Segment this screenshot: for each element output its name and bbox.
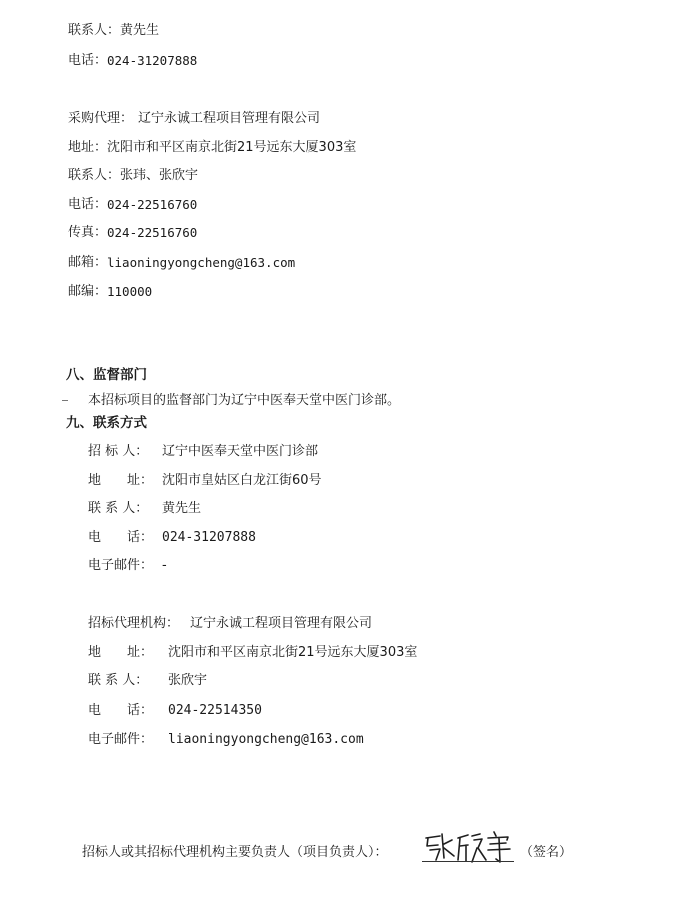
scan-mark: [62, 400, 68, 401]
top-phone-value: 024-31207888: [107, 53, 198, 68]
agent-address-value: 沈阳市和平区南京北街21号远东大厦303室: [168, 645, 418, 660]
agency-label: 采购代理：: [68, 111, 134, 126]
top-phone-label: 电话：: [68, 53, 108, 68]
agency-address: 地址：沈阳市和平区南京北街21号远东大厦303室: [68, 140, 357, 155]
agency-postcode-label: 邮编：: [68, 284, 108, 299]
tenderer-phone-value: 024-31207888: [162, 530, 256, 545]
agent-org-label: 招标代理机构：: [88, 616, 180, 631]
agency-email-label: 邮箱：: [68, 255, 108, 270]
agent-contact-label: 联 系 人：: [88, 673, 149, 688]
agent-org-value: 辽宁永诚工程项目管理有限公司: [190, 616, 373, 631]
tenderer-name-label: 招 标 人：: [88, 444, 149, 459]
agency-name: 辽宁永诚工程项目管理有限公司: [138, 111, 321, 126]
agency-phone-label: 电话：: [68, 197, 108, 212]
top-contact-person: 联系人：黄先生: [68, 23, 160, 38]
tenderer-contact-value: 黄先生: [162, 501, 202, 516]
agent-contact-value: 张欣宇: [168, 673, 208, 688]
tenderer-name-value: 辽宁中医奉天堂中医门诊部: [162, 444, 319, 459]
tenderer-phone-label: 电 话：: [88, 530, 154, 545]
section8-heading: 八、监督部门: [66, 367, 147, 383]
agency-contacts: 联系人：张玮、张欣宇: [68, 168, 199, 183]
tenderer-contact-label: 联 系 人：: [88, 501, 149, 516]
tenderer-email-label: 电子邮件：: [88, 558, 154, 573]
agent-phone-value: 024-22514350: [168, 703, 262, 718]
agent-address-label: 地 址：: [88, 645, 154, 660]
agent-email-label: 电子邮件：: [88, 732, 154, 747]
agent-email-value: liaoningyongcheng@163.com: [168, 732, 364, 747]
signature-suffix: （签名）: [520, 845, 573, 860]
agent-phone-label: 电 话：: [88, 703, 154, 718]
agency-email-value: liaoningyongcheng@163.com: [107, 255, 296, 270]
agency-postcode-value: 110000: [107, 284, 153, 299]
tenderer-email-value: -: [162, 558, 167, 573]
tenderer-address-value: 沈阳市皇姑区白龙江街60号: [162, 473, 322, 488]
agency-phone-value: 024-22516760: [107, 197, 198, 212]
agency-fax-label: 传真：: [68, 225, 108, 240]
section8-body: 本招标项目的监督部门为辽宁中医奉天堂中医门诊部。: [88, 393, 401, 408]
signature-underline: [422, 861, 514, 862]
signature-prefix: 招标人或其招标代理机构主要负责人（项目负责人）：: [82, 845, 388, 860]
section9-heading: 九、联系方式: [66, 415, 147, 431]
agency-fax-value: 024-22516760: [107, 225, 198, 240]
tenderer-address-label: 地 址：: [88, 473, 154, 488]
